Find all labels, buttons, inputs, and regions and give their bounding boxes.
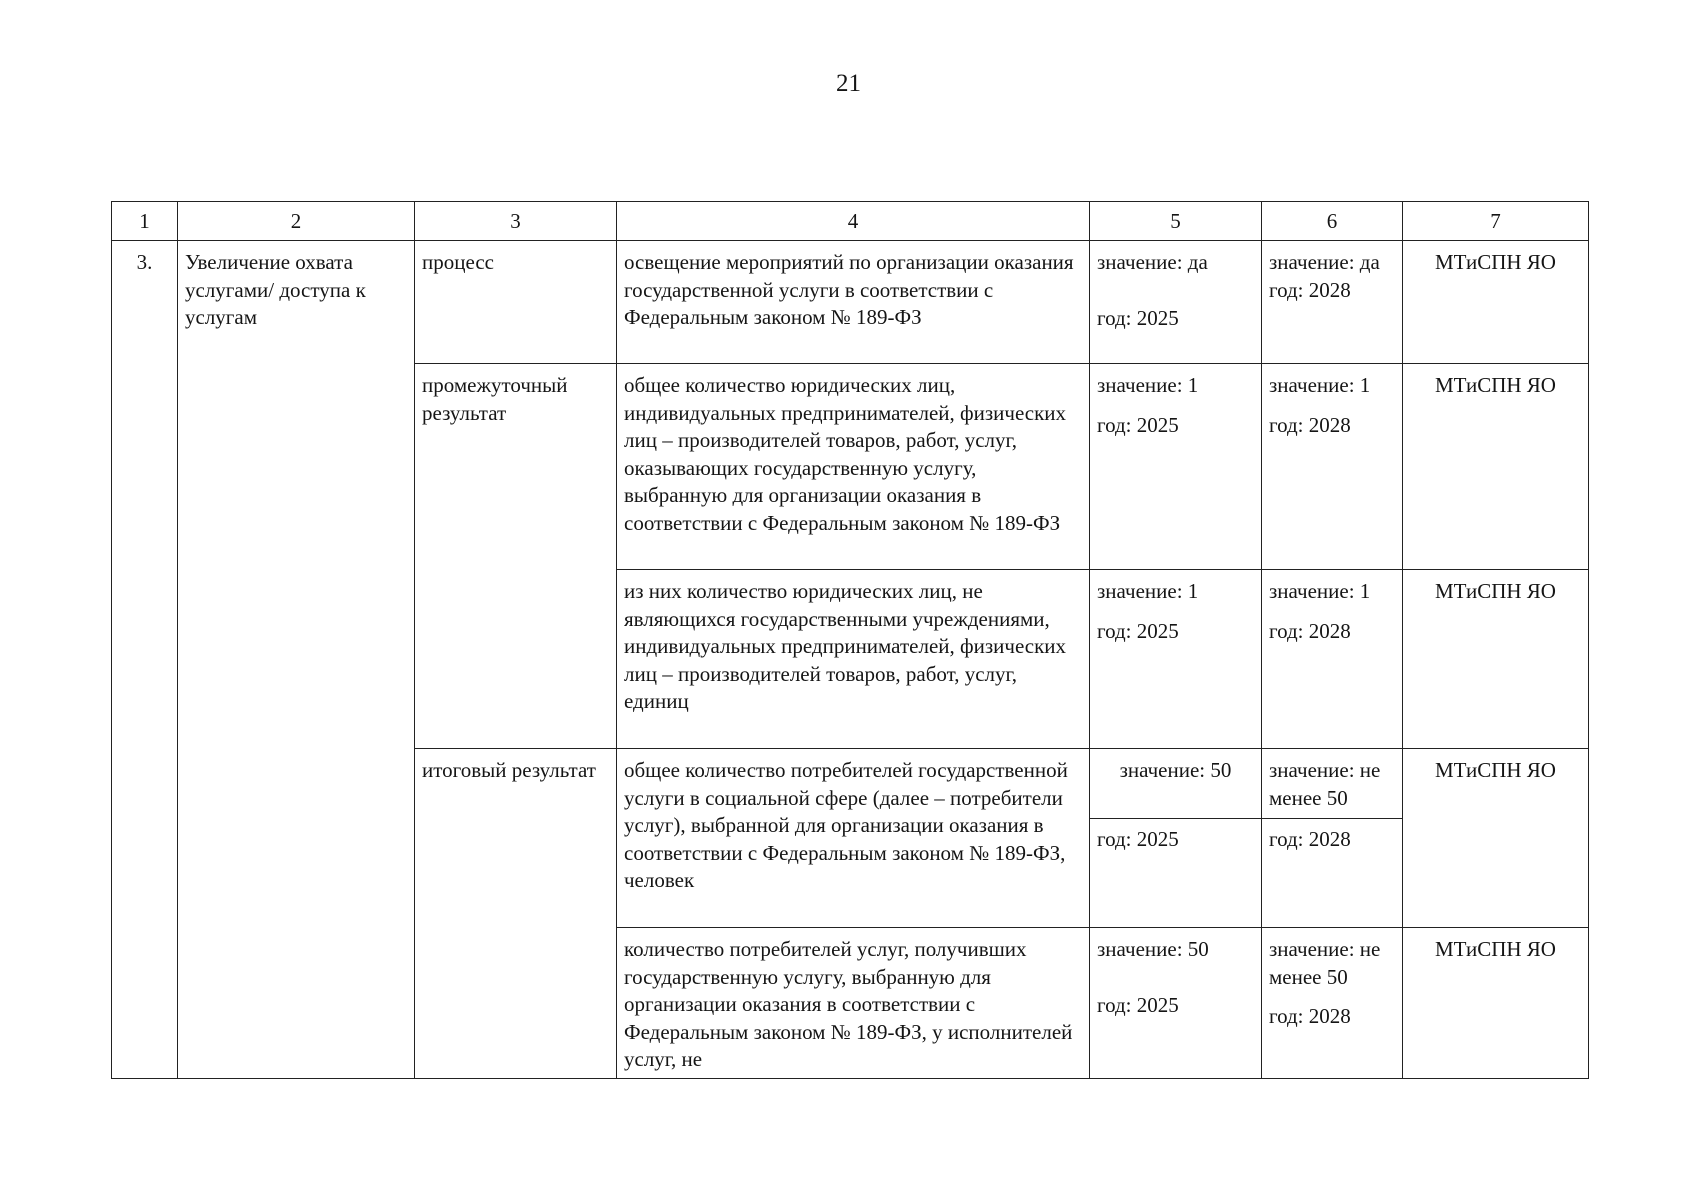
page-number: 21 <box>836 70 861 97</box>
target-value: значение: не менее 50 <box>1269 758 1381 810</box>
target-value: значение: да <box>1269 250 1380 274</box>
base-cell <box>1090 241 1262 364</box>
target-value: значение: 1 <box>1269 579 1371 603</box>
task-cell: Увеличение охвата услугами/ доступа к услугам <box>178 241 415 1079</box>
header-cell: 1 <box>112 202 178 241</box>
target-cell <box>1262 749 1403 928</box>
base-cell <box>1090 749 1262 928</box>
indicator-type: процесс <box>415 241 617 364</box>
base-year: год: 2025 <box>1097 992 1179 1017</box>
base-year: год: 2025 <box>1097 618 1179 643</box>
responsible: МТиСПН ЯО <box>1403 928 1589 1079</box>
indicator-text: количество потребителей услуг, получивших государственную услугу, выбранную для организации оказания в соответствии с Федеральным законом № 189-ФЗ, у исполнителей услуг, не <box>617 928 1090 1079</box>
header-cell: 4 <box>617 202 1090 241</box>
target-cell <box>1262 570 1403 749</box>
base-value: значение: да <box>1097 250 1208 274</box>
indicator-type: промежуточный результат <box>415 364 617 749</box>
row-number: 3. <box>112 241 178 1079</box>
base-year: год: 2025 <box>1097 305 1179 330</box>
header-cell: 5 <box>1090 202 1262 241</box>
base-year: год: 2025 <box>1097 827 1179 851</box>
indicator-text: общее количество потребителей государственной услуги в социальной сфере (далее – потребители услуг), выбранной для организации оказания в соответствии с Федеральным законом № 189-ФЗ, человек <box>617 749 1090 928</box>
indicator-text: из них количество юридических лиц, не являющихся государственными учреждениями, индивидуальных предпринимателей, физических лиц – производителей товаров, работ, услуг, единиц <box>617 570 1090 749</box>
target-cell <box>1262 364 1403 570</box>
indicator-type: итоговый результат <box>415 749 617 1079</box>
responsible: МТиСПН ЯО <box>1403 570 1589 749</box>
target-year: год: 2028 <box>1269 827 1351 851</box>
header-row <box>112 202 1589 241</box>
target-year: год: 2028 <box>1269 277 1351 302</box>
indicators-table <box>111 201 1589 1079</box>
target-value: значение: 1 <box>1269 373 1371 397</box>
responsible: МТиСПН ЯО <box>1403 749 1589 928</box>
base-cell <box>1090 570 1262 749</box>
header-cell: 7 <box>1403 202 1589 241</box>
target-year: год: 2028 <box>1269 1004 1351 1028</box>
table-row <box>112 241 1589 364</box>
base-year: год: 2025 <box>1097 412 1179 437</box>
target-year: год: 2028 <box>1269 618 1351 643</box>
header-cell: 2 <box>178 202 415 241</box>
base-cell <box>1090 364 1262 570</box>
base-value: значение: 1 <box>1097 579 1199 603</box>
header-cell: 3 <box>415 202 617 241</box>
target-cell <box>1262 928 1403 1079</box>
base-value: значение: 1 <box>1097 373 1199 397</box>
target-cell <box>1262 241 1403 364</box>
responsible: МТиСПН ЯО <box>1403 364 1589 570</box>
indicator-text: освещение мероприятий по организации оказания государственной услуги в соответствии с Федеральным законом № 189-ФЗ <box>617 241 1090 364</box>
base-value: значение: 50 <box>1097 937 1209 961</box>
responsible: МТиСПН ЯО <box>1403 241 1589 364</box>
base-cell <box>1090 928 1262 1079</box>
target-year: год: 2028 <box>1269 412 1351 437</box>
indicator-text: общее количество юридических лиц, индивидуальных предпринимателей, физических лиц – производителей товаров, работ, услуг, оказывающих государственную услугу, выбранную для организации оказания в соответствии с Федеральным законом № 189-ФЗ <box>617 364 1090 570</box>
target-value: значение: не менее 50 <box>1269 937 1381 989</box>
header-cell: 6 <box>1262 202 1403 241</box>
base-value: значение: 50 <box>1119 758 1232 782</box>
